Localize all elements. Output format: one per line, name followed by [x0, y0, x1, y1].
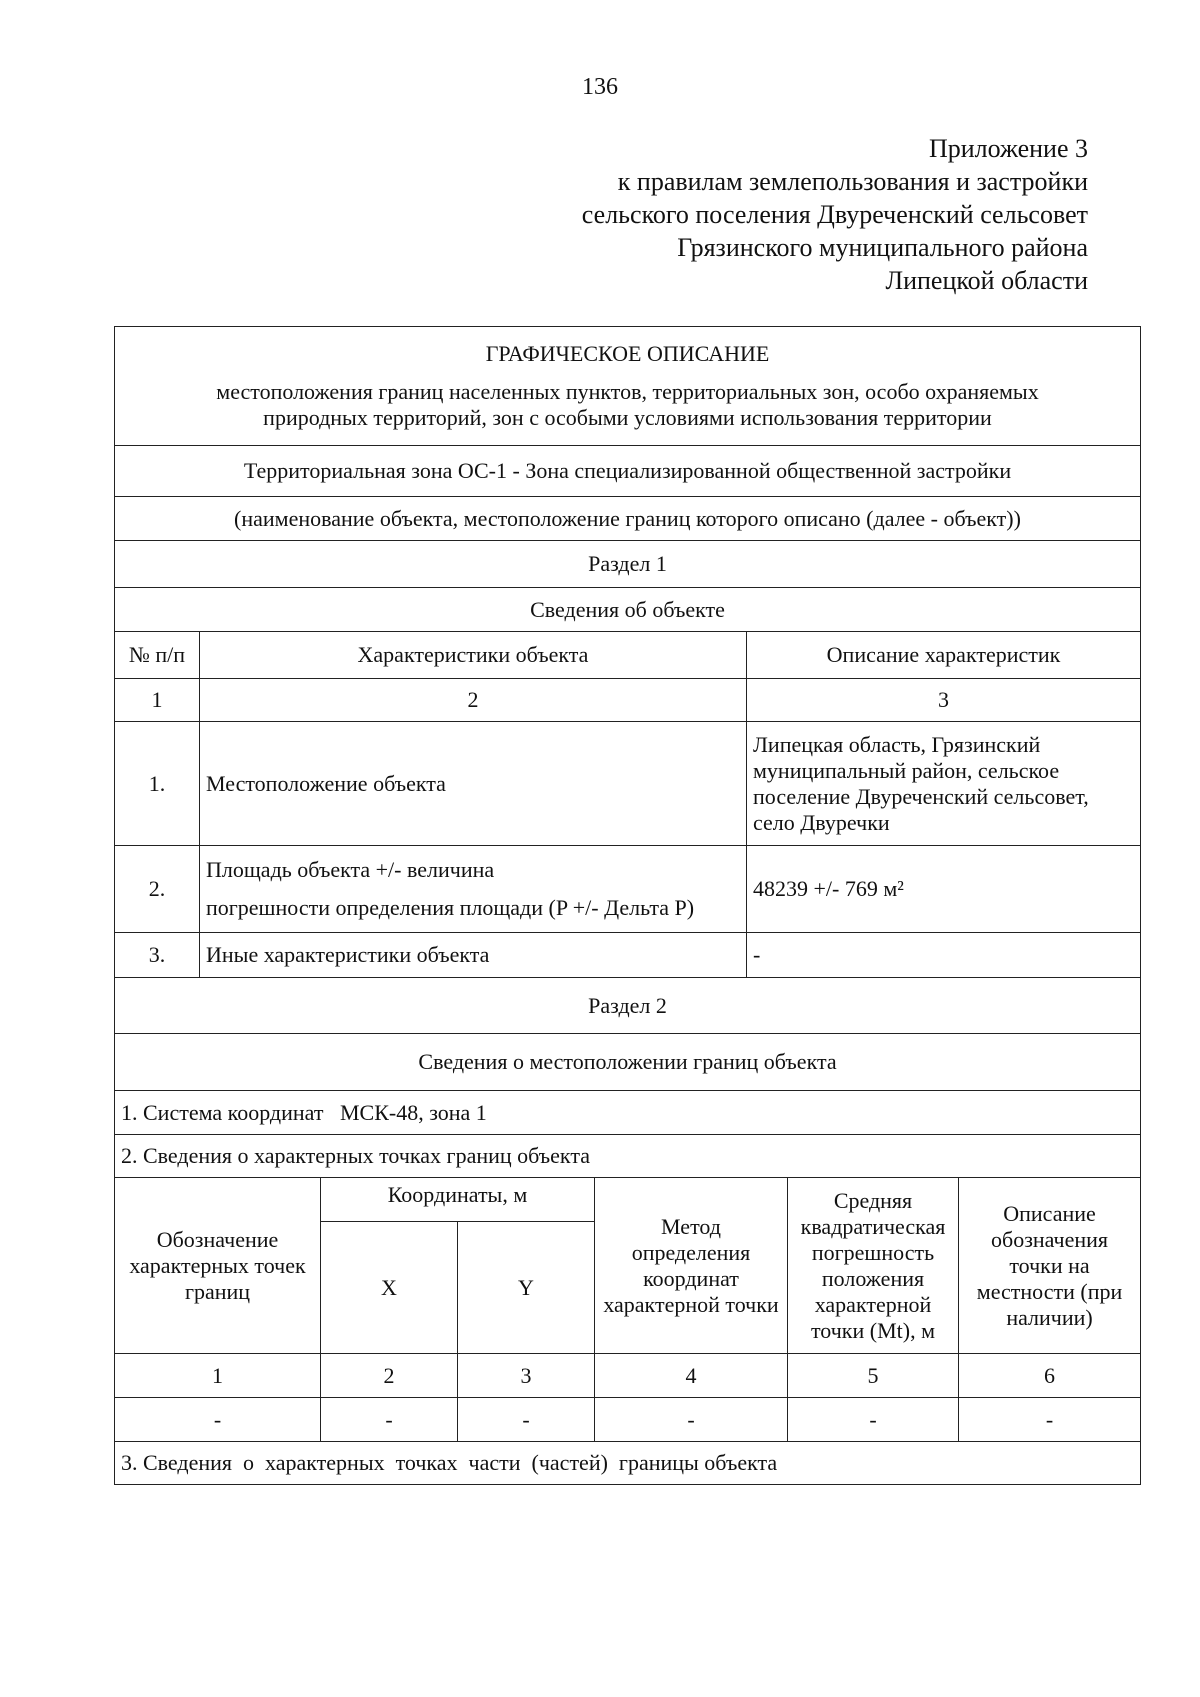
header-line: Описание [1003, 1200, 1096, 1226]
table-cell: - [788, 1398, 959, 1442]
table-row [115, 1398, 1141, 1442]
section2-title: Раздел 2 [115, 978, 1141, 1034]
table-cell: - [959, 1398, 1141, 1442]
characteristic-value: 48239 +/- 769 м² [747, 846, 1141, 933]
section1-table [114, 326, 1141, 978]
header-line: координат [643, 1265, 739, 1291]
parts-title: 3. Сведения о характерных точках части (частей) границы объекта [115, 1442, 1141, 1485]
points-title: 2. Сведения о характерных точках границ объекта [115, 1135, 1141, 1178]
points-designation-header [115, 1178, 321, 1354]
table-cell: - [595, 1398, 788, 1442]
row-number: 1. [115, 722, 200, 846]
column-header: № п/п [115, 632, 200, 679]
column-number: 2 [200, 679, 747, 722]
section1-subtitle: Сведения об объекте [115, 588, 1141, 632]
mean-error-header [788, 1178, 959, 1354]
column-header: Характеристики объекта [200, 632, 747, 679]
document-subtitle: природных территорий, зон с особыми условиями использования территории [263, 405, 992, 430]
header-line: Метод [661, 1213, 721, 1239]
appendix-line: Грязинского муниципального района [677, 233, 1088, 262]
document-subtitle: местоположения границ населенных пунктов, территориальных зон, особо охраняемых [216, 379, 1039, 404]
value-line: поселение Двуреченский сельсовет, [753, 783, 1089, 809]
table-row [115, 722, 1141, 846]
header-line: точки (Mt), м [810, 1317, 936, 1343]
method-header [595, 1178, 788, 1354]
document-title-cell [115, 327, 1141, 446]
column-number: 3 [747, 679, 1141, 722]
header-line: местности (при [976, 1278, 1123, 1304]
value-line: Липецкая область, Грязинский [753, 731, 1041, 757]
appendix-line: Приложение 3 [928, 134, 1088, 163]
column-number: 1 [115, 679, 200, 722]
column-number: 5 [788, 1354, 959, 1398]
column-number: 6 [959, 1354, 1141, 1398]
appendix-header [582, 132, 1088, 297]
appendix-line: Липецкой области [885, 266, 1088, 295]
coordinates-header: Координаты, м [321, 1178, 595, 1222]
object-caption: (наименование объекта, местоположение границ которого описано (далее - объект)) [115, 497, 1141, 541]
characteristic-name [200, 846, 747, 933]
row-number: 3. [115, 933, 200, 978]
table-row [115, 846, 1141, 933]
column-number: 4 [595, 1354, 788, 1398]
characteristic-value [747, 722, 1141, 846]
column-number: 3 [458, 1354, 595, 1398]
y-header: Y [458, 1222, 595, 1354]
header-line: Средняя [833, 1187, 913, 1213]
header-line: характерной точки [603, 1291, 779, 1317]
header-line: Обозначение [156, 1226, 279, 1252]
name-line: погрешности определения площади (P +/- Дельта P) [206, 895, 695, 920]
section1-title: Раздел 1 [115, 541, 1141, 588]
value-line: муниципальный район, сельское [753, 757, 1060, 783]
appendix-line: к правилам землепользования и застройки [617, 167, 1088, 196]
table-cell: - [115, 1398, 321, 1442]
point-description-header [959, 1178, 1141, 1354]
table-row [115, 933, 1141, 978]
header-line: точки на [1009, 1252, 1090, 1278]
name-line: Площадь объекта +/- величина [206, 857, 495, 882]
table-cell: - [458, 1398, 595, 1442]
header-line: границ [184, 1278, 251, 1304]
row-number: 2. [115, 846, 200, 933]
table-cell: - [321, 1398, 458, 1442]
section2-subtitle: Сведения о местоположении границ объекта [115, 1034, 1141, 1091]
object-name: Территориальная зона ОС-1 - Зона специализированной общественной застройки [115, 446, 1141, 497]
column-number: 2 [321, 1354, 458, 1398]
header-line: характерных точек [129, 1252, 306, 1278]
x-header: X [321, 1222, 458, 1354]
header-line: квадратическая [800, 1213, 946, 1239]
column-header: Описание характеристик [747, 632, 1141, 679]
characteristic-name: Иные характеристики объекта [200, 933, 747, 978]
document-title: ГРАФИЧЕСКОЕ ОПИСАНИЕ [485, 341, 770, 366]
header-line: определения [631, 1239, 751, 1265]
value-line: село Двуречки [753, 809, 890, 835]
header-line: положения [821, 1265, 925, 1291]
header-line: обозначения [991, 1226, 1109, 1252]
section2-table [114, 977, 1141, 1485]
header-line: наличии) [1006, 1304, 1093, 1330]
appendix-line: сельского поселения Двуреченский сельсовет [581, 200, 1088, 229]
header-line: погрешность [811, 1239, 935, 1265]
characteristic-value: - [747, 933, 1141, 978]
page-number: 136 [582, 74, 618, 100]
coordinate-system: 1. Система координат МСК-48, зона 1 [115, 1091, 1141, 1135]
column-number: 1 [115, 1354, 321, 1398]
characteristic-name: Местоположение объекта [200, 722, 747, 846]
header-line: характерной [814, 1291, 932, 1317]
